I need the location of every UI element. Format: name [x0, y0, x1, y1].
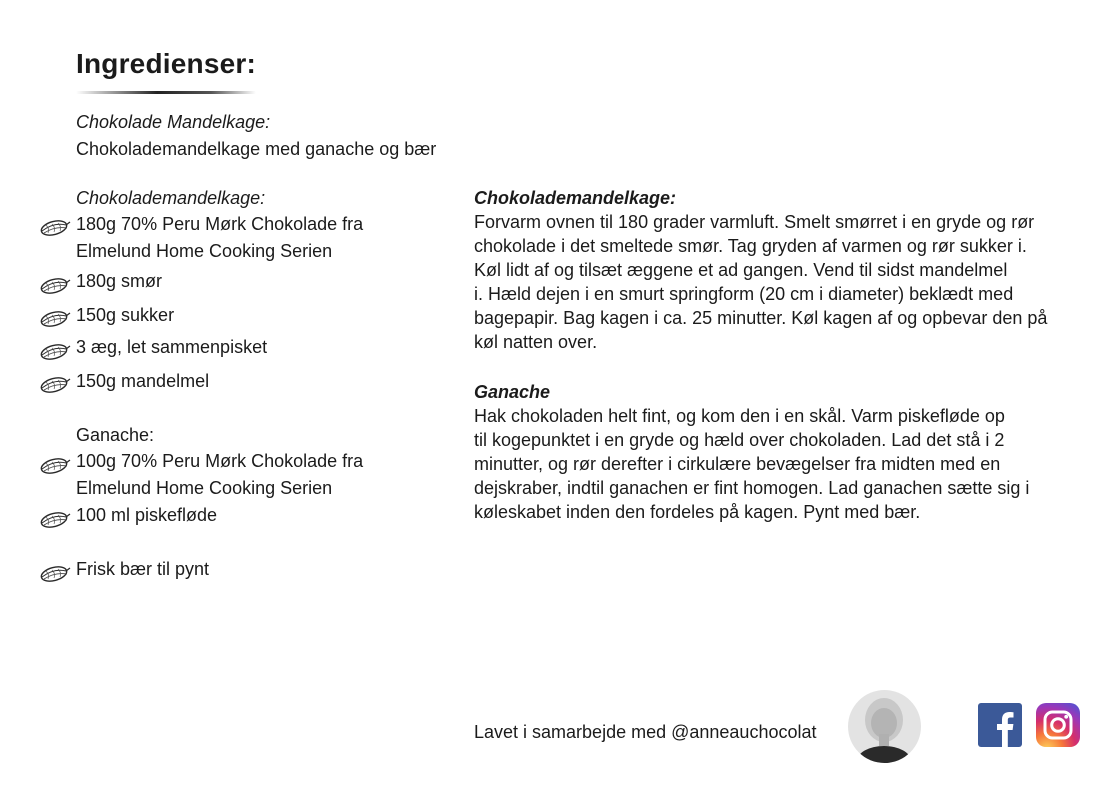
ingredient-line: 180g 70% Peru Mørk Chokolade fra — [76, 214, 364, 234]
author-avatar — [848, 690, 921, 763]
instagram-icon — [1036, 703, 1080, 747]
ingredient-line: Frisk bær til pynt — [76, 559, 210, 579]
cocoa-pod-icon — [37, 307, 71, 329]
cocoa-pod-icon — [37, 216, 71, 238]
cocoa-pod-icon — [37, 454, 71, 476]
cake-method-heading: Chokolademandelkage: — [474, 188, 677, 208]
facebook-icon — [978, 703, 1022, 747]
cocoa-pod-icon — [37, 274, 71, 296]
method-line: til kogepunktet i en gryde og hæld over chokoladen. Lad det stå i 2 — [474, 430, 1005, 450]
recipe-subtitle: Chokolade Mandelkage: — [76, 112, 271, 132]
portrait-image — [848, 690, 921, 763]
cocoa-pod-icon — [37, 340, 71, 362]
method-line: dejskraber, indtil ganachen er fint homogen. Lad ganachen sætte sig i — [474, 478, 1030, 498]
method-line: Forvarm ovnen til 180 grader varmluft. Smelt smørret i en gryde og rør — [474, 212, 1035, 232]
ingredient-line: Elmelund Home Cooking Serien — [76, 241, 333, 261]
page-title: Ingredienser: — [76, 48, 256, 79]
method-line: køl natten over. — [474, 332, 598, 352]
ingredient-line: 3 æg, let sammenpisket — [76, 337, 268, 357]
method-line: chokolade i det smeltede smør. Tag gryden af varmen og rør sukker i. — [474, 236, 1027, 256]
method-line: bagepapir. Bag kagen i ca. 25 minutter. Køl kagen af og opbevar den på — [474, 308, 1048, 328]
ingredient-line: 100g 70% Peru Mørk Chokolade fra — [76, 451, 364, 471]
title-underline — [76, 91, 256, 94]
cocoa-pod-icon — [37, 373, 71, 395]
method-line: minutter, og rør derefter i cirkulære bevægelser fra midten med en — [474, 454, 1001, 474]
collaboration-credit: Lavet i samarbejde med @anneauchocolat — [474, 722, 817, 742]
ingredient-line: 150g mandelmel — [76, 371, 210, 391]
method-line: Hak chokoladen helt fint, og kom den i en skål. Varm piskefløde op — [474, 406, 1005, 426]
facebook-icon[interactable] — [978, 703, 1022, 747]
ganache-ingredients-heading: Ganache: — [76, 425, 155, 445]
cake-ingredients-heading: Chokolademandelkage: — [76, 188, 266, 208]
method-line: køleskabet inden den fordeles på kagen. Pynt med bær. — [474, 502, 921, 522]
recipe-description: Chokolademandelkage med ganache og bær — [76, 139, 437, 159]
ingredient-line: 150g sukker — [76, 305, 175, 325]
ganache-method-text — [474, 404, 1094, 524]
instagram-icon[interactable] — [1036, 703, 1080, 747]
cocoa-pod-icon — [37, 562, 71, 584]
ingredient-line: 100 ml piskefløde — [76, 505, 218, 525]
method-line: i. Hæld dejen i en smurt springform (20 cm i diameter) beklædt med — [474, 284, 1014, 304]
cocoa-pod-icon — [37, 508, 71, 530]
ingredient-line: 180g smør — [76, 271, 163, 291]
method-line: Køl lidt af og tilsæt æggene et ad gangen. Vend til sidst mandelmel — [474, 260, 1008, 280]
ganache-method-heading: Ganache — [474, 382, 551, 402]
ingredient-line: Elmelund Home Cooking Serien — [76, 478, 333, 498]
cake-method-text — [474, 210, 1094, 354]
